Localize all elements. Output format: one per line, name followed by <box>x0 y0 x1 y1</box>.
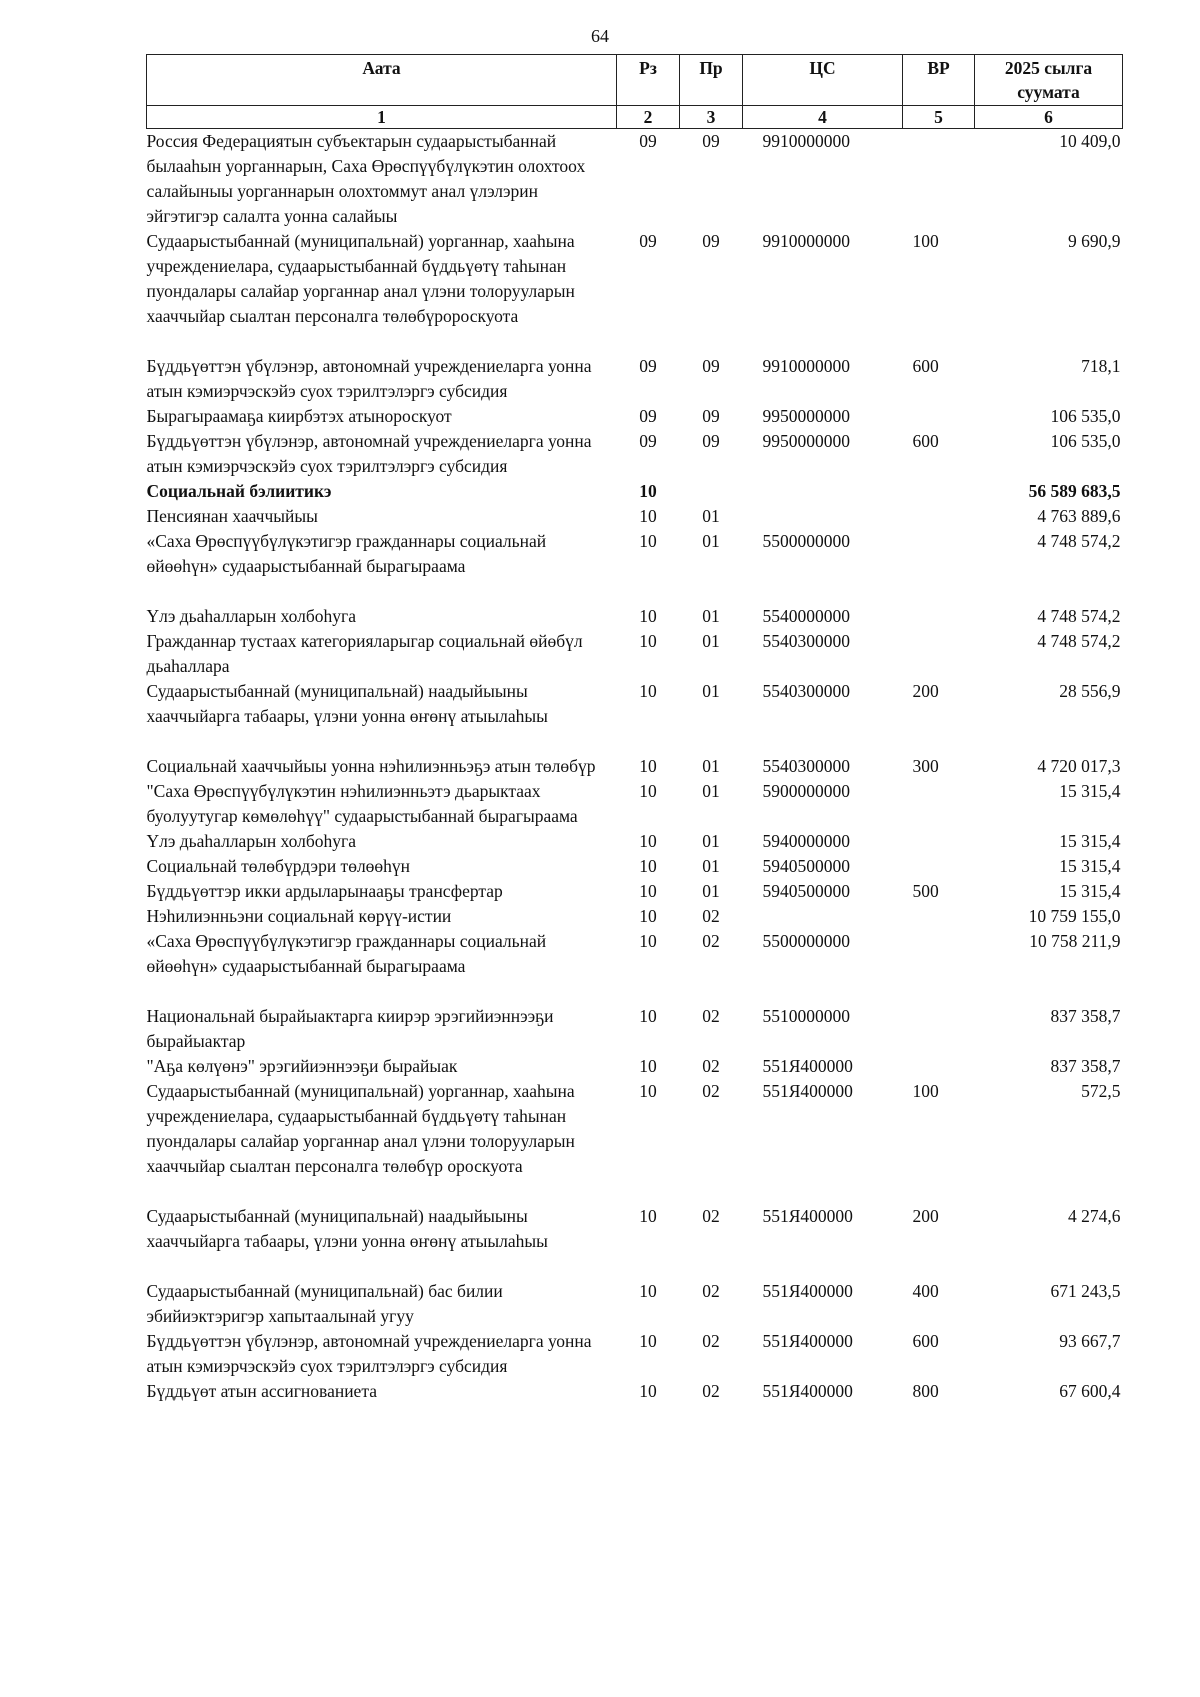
cell-cs: 5500000000 <box>762 531 850 551</box>
cell-vr: 400 <box>912 1281 939 1301</box>
cell-pr: 01 <box>702 631 720 651</box>
cell-cs: 551Я400000 <box>762 1206 853 1226</box>
table-row <box>147 1079 1123 1204</box>
table-row <box>147 1054 1123 1079</box>
page-number: 64 <box>591 26 609 46</box>
cell-sum: 671 243,5 <box>1050 1281 1121 1301</box>
cell-cs: 9950000000 <box>762 406 850 426</box>
cell-cs <box>743 504 903 529</box>
table-row <box>147 354 1123 404</box>
cell-sum: 9 690,9 <box>1068 231 1121 251</box>
cell-pr: 02 <box>702 1381 720 1401</box>
cell-name: Социальнай төлөбүрдэри төлөөһүн <box>146 856 411 876</box>
cell-sum: 837 358,7 <box>1050 1056 1121 1076</box>
header-pr: Пр <box>680 55 743 106</box>
cell-cs: 9910000000 <box>762 131 850 151</box>
col-number: 5 <box>903 106 975 129</box>
cell-rz: 10 <box>639 756 657 776</box>
table-row <box>147 779 1123 829</box>
table-row <box>147 1329 1123 1379</box>
table-row <box>147 404 1123 429</box>
cell-pr: 01 <box>702 681 720 701</box>
cell-name: Бүддьүөт атын ассигнованиета <box>146 1381 377 1401</box>
table-row <box>147 604 1123 629</box>
cell-vr <box>903 1054 975 1079</box>
col-number: 2 <box>617 106 680 129</box>
table-row <box>147 529 1123 604</box>
col-number: 1 <box>147 106 617 129</box>
cell-name: Бүддьүөттэн үбүлэнэр, автономнай учреждениеларга уонна атын кэмиэрчэскэйэ суох тэрилтэлэргэ субсидия <box>146 431 592 476</box>
cell-cs: 5540300000 <box>762 756 850 776</box>
cell-rz: 10 <box>639 856 657 876</box>
cell-vr: 200 <box>912 681 939 701</box>
cell-vr <box>903 854 975 879</box>
cell-name: Россия Федерациятын субъектарын судаарыстыбаннай былааһын уорганнарын, Саха Өрөспүүбүлүкэтин олохтоох салайыныы уорганнарын олохтоммут анал үлэлэрин эйгэтигэр салалта уонна салайыы <box>146 131 586 226</box>
cell-vr: 600 <box>912 431 939 451</box>
budget-table <box>146 54 1123 1404</box>
cell-rz: 10 <box>639 1381 657 1401</box>
cell-pr: 02 <box>702 906 720 926</box>
cell-sum: 718,1 <box>1081 356 1121 376</box>
cell-name: "Аҕа көлүөнэ" эрэгийиэннээҕи бырайыак <box>146 1056 458 1076</box>
table-header <box>147 55 1123 129</box>
cell-pr: 02 <box>702 931 720 951</box>
table-row <box>147 504 1123 529</box>
cell-sum: 10 758 211,9 <box>1029 931 1121 951</box>
cell-vr: 800 <box>912 1381 939 1401</box>
cell-vr <box>903 629 975 679</box>
cell-vr: 600 <box>912 1331 939 1351</box>
cell-vr <box>903 404 975 429</box>
table-row <box>147 229 1123 354</box>
cell-pr: 01 <box>702 781 720 801</box>
cell-cs: 551Я400000 <box>762 1056 853 1076</box>
cell-rz: 10 <box>639 1056 657 1076</box>
cell-vr: 200 <box>912 1206 939 1226</box>
cell-pr: 09 <box>702 131 720 151</box>
cell-vr <box>903 929 975 1004</box>
cell-vr <box>903 829 975 854</box>
cell-name: Бүддьүөттэн үбүлэнэр, автономнай учреждениеларга уонна атын кэмиэрчэскэйэ суох тэрилтэлэргэ субсидия <box>146 1331 592 1376</box>
cell-cs: 5940000000 <box>762 831 850 851</box>
cell-pr: 09 <box>702 356 720 376</box>
cell-pr: 02 <box>702 1081 720 1101</box>
cell-cs: 9910000000 <box>762 231 850 251</box>
cell-name: Гражданнар тустаах категорияларыгар социальнай өйөбүл дьаһаллара <box>146 631 583 676</box>
cell-cs: 551Я400000 <box>762 1081 853 1101</box>
cell-pr: 01 <box>702 606 720 626</box>
cell-pr: 01 <box>702 506 720 526</box>
cell-pr: 02 <box>702 1281 720 1301</box>
cell-vr <box>903 604 975 629</box>
cell-name: Судаарыстыбаннай (муниципальнай) уорганнар, хааһына учреждениелара, судаарыстыбаннай бүддьүөтү таһынан пуондалары салайар уорганнар анал үлэни толорууларын хааччыйар сыалтан персоналга төлөбүр ороскуота <box>146 1081 575 1176</box>
cell-rz: 09 <box>639 431 657 451</box>
cell-rz: 10 <box>639 506 657 526</box>
cell-sum: 572,5 <box>1081 1081 1121 1101</box>
cell-name: "Саха Өрөспүүбүлүкэтин нэһилиэнньэтэ дьарыктаах буолуутугар көмөлөһүү" судаарыстыбаннай бырагыраама <box>146 781 578 826</box>
cell-pr: 01 <box>702 881 720 901</box>
table-row <box>147 1379 1123 1404</box>
cell-sum: 15 315,4 <box>1059 881 1121 901</box>
cell-cs: 5540300000 <box>762 681 850 701</box>
cell-pr <box>680 479 743 504</box>
cell-name: Судаарыстыбаннай (муниципальнай) уорганнар, хааһына учреждениелара, судаарыстыбаннай бүддьүөтү таһынан пуондалары салайар уорганнар анал үлэни толорууларын хааччыйар сыалтан персоналга төлөбүророскуота <box>146 231 575 326</box>
cell-rz: 10 <box>639 906 657 926</box>
cell-name: Национальнай бырайыактарга киирэр эрэгийиэннээҕи бырайыактар <box>146 1006 554 1051</box>
cell-sum: 4 748 574,2 <box>1037 631 1121 651</box>
cell-rz: 10 <box>639 1006 657 1026</box>
cell-pr: 01 <box>702 756 720 776</box>
cell-vr <box>903 1004 975 1054</box>
cell-rz: 10 <box>639 1081 657 1101</box>
cell-pr: 02 <box>702 1006 720 1026</box>
header-vr: ВР <box>903 55 975 106</box>
cell-sum: 10 409,0 <box>1059 131 1121 151</box>
cell-rz: 09 <box>639 356 657 376</box>
cell-name: «Саха Өрөспүүбүлүкэтигэр гражданнары социальнай өйөөһүн» судаарыстыбаннай бырагыраама <box>146 531 547 576</box>
cell-cs: 5900000000 <box>762 781 850 801</box>
cell-sum: 837 358,7 <box>1050 1006 1121 1026</box>
cell-rz: 09 <box>639 131 657 151</box>
cell-pr: 02 <box>702 1331 720 1351</box>
col-number: 4 <box>743 106 903 129</box>
table-row <box>147 479 1123 504</box>
cell-rz: 10 <box>639 606 657 626</box>
cell-sum: 106 535,0 <box>1050 431 1121 451</box>
cell-cs: 5540300000 <box>762 631 850 651</box>
cell-vr: 300 <box>912 756 939 776</box>
cell-sum: 93 667,7 <box>1059 1331 1121 1351</box>
cell-name: «Саха Өрөспүүбүлүкэтигэр гражданнары социальнай өйөөһүн» судаарыстыбаннай бырагыраама <box>146 931 547 976</box>
cell-sum: 15 315,4 <box>1059 781 1121 801</box>
cell-cs: 9950000000 <box>762 431 850 451</box>
cell-cs <box>743 479 903 504</box>
cell-rz: 10 <box>639 831 657 851</box>
cell-cs: 5500000000 <box>762 931 850 951</box>
table-body <box>147 129 1123 1405</box>
col-number: 3 <box>680 106 743 129</box>
table-row <box>147 904 1123 929</box>
table-row <box>147 629 1123 679</box>
cell-name: Социальнай бэлиитикэ <box>146 481 332 501</box>
cell-vr <box>903 504 975 529</box>
table-row <box>147 854 1123 879</box>
table-row <box>147 1279 1123 1329</box>
cell-sum: 67 600,4 <box>1059 1381 1121 1401</box>
cell-name: Судаарыстыбаннай (муниципальнай) наадыйыыны хааччыйарга табаары, үлэни уонна өҥөнү атыылаһыы <box>146 681 548 726</box>
cell-vr: 100 <box>912 231 939 251</box>
header-name: Аата <box>147 55 617 106</box>
cell-rz: 10 <box>639 931 657 951</box>
cell-name: Бүддьүөттэн үбүлэнэр, автономнай учреждениеларга уонна атын кэмиэрчэскэйэ суох тэрилтэлэргэ субсидия <box>146 356 592 401</box>
cell-pr: 01 <box>702 831 720 851</box>
table-row <box>147 754 1123 779</box>
cell-rz: 10 <box>639 531 657 551</box>
header-sum: 2025 сылга суумата <box>975 55 1123 106</box>
table-row <box>147 129 1123 230</box>
cell-rz: 10 <box>639 1331 657 1351</box>
cell-vr <box>903 779 975 829</box>
cell-vr <box>903 904 975 929</box>
cell-cs: 9910000000 <box>762 356 850 376</box>
cell-sum: 4 763 889,6 <box>1037 506 1121 526</box>
table-row <box>147 929 1123 1004</box>
cell-rz: 10 <box>639 881 657 901</box>
cell-name: Пенсиянан хааччыйыы <box>146 506 318 526</box>
cell-pr: 01 <box>702 856 720 876</box>
cell-rz: 10 <box>639 631 657 651</box>
cell-pr: 09 <box>702 431 720 451</box>
cell-sum: 4 720 017,3 <box>1037 756 1121 776</box>
table-row <box>147 829 1123 854</box>
cell-sum: 15 315,4 <box>1059 831 1121 851</box>
cell-name: Үлэ дьаһалларын холбоһуга <box>146 606 356 626</box>
cell-sum: 4 274,6 <box>1068 1206 1121 1226</box>
cell-vr: 100 <box>912 1081 939 1101</box>
header-rz: Рз <box>617 55 680 106</box>
cell-rz: 10 <box>639 481 657 501</box>
cell-pr: 09 <box>702 406 720 426</box>
cell-vr <box>903 479 975 504</box>
cell-pr: 02 <box>702 1206 720 1226</box>
cell-cs: 5940500000 <box>762 856 850 876</box>
cell-name: Бүддьүөттэр икки ардыларынааҕы трансфертар <box>146 881 503 901</box>
cell-sum: 15 315,4 <box>1059 856 1121 876</box>
cell-pr: 01 <box>702 531 720 551</box>
cell-sum: 4 748 574,2 <box>1037 531 1121 551</box>
table-row <box>147 429 1123 479</box>
cell-cs <box>743 904 903 929</box>
cell-name: Нэһилиэнньэни социальнай көрүү-истии <box>146 906 452 926</box>
cell-sum: 4 748 574,2 <box>1037 606 1121 626</box>
header-cs: ЦС <box>743 55 903 106</box>
cell-rz: 10 <box>639 1281 657 1301</box>
cell-cs: 551Я400000 <box>762 1331 853 1351</box>
cell-name: Судаарыстыбаннай (муниципальнай) наадыйыыны хааччыйарга табаары, үлэни уонна өҥөнү атыылаһыы <box>146 1206 548 1251</box>
cell-cs: 551Я400000 <box>762 1281 853 1301</box>
cell-sum: 10 759 155,0 <box>1028 906 1121 926</box>
cell-name: Социальнай хааччыйыы уонна нэһилиэнньэҕэ атын төлөбүр <box>146 756 596 776</box>
cell-rz: 10 <box>639 781 657 801</box>
cell-vr <box>903 529 975 604</box>
cell-rz: 09 <box>639 231 657 251</box>
cell-vr <box>903 129 975 230</box>
cell-sum: 56 589 683,5 <box>1028 481 1121 501</box>
cell-vr: 500 <box>912 881 939 901</box>
cell-pr: 09 <box>702 231 720 251</box>
cell-cs: 551Я400000 <box>762 1381 853 1401</box>
table-row <box>147 1004 1123 1054</box>
table-row <box>147 879 1123 904</box>
cell-name: Бырагыраамаҕа киирбэтэх атынороскуот <box>146 406 452 426</box>
cell-cs: 5940500000 <box>762 881 850 901</box>
cell-sum: 28 556,9 <box>1059 681 1121 701</box>
cell-pr: 02 <box>702 1056 720 1076</box>
cell-rz: 10 <box>639 681 657 701</box>
cell-name: Үлэ дьаһалларын холбоһуга <box>146 831 356 851</box>
table-row <box>147 679 1123 754</box>
cell-name: Судаарыстыбаннай (муниципальнай) бас билии эбийиэктэригэр хапытаалынай угуу <box>146 1281 503 1326</box>
table-row <box>147 1204 1123 1279</box>
cell-cs: 5510000000 <box>762 1006 850 1026</box>
cell-vr: 600 <box>912 356 939 376</box>
col-number: 6 <box>975 106 1123 129</box>
cell-cs: 5540000000 <box>762 606 850 626</box>
cell-rz: 10 <box>639 1206 657 1226</box>
cell-sum: 106 535,0 <box>1050 406 1121 426</box>
cell-rz: 09 <box>639 406 657 426</box>
